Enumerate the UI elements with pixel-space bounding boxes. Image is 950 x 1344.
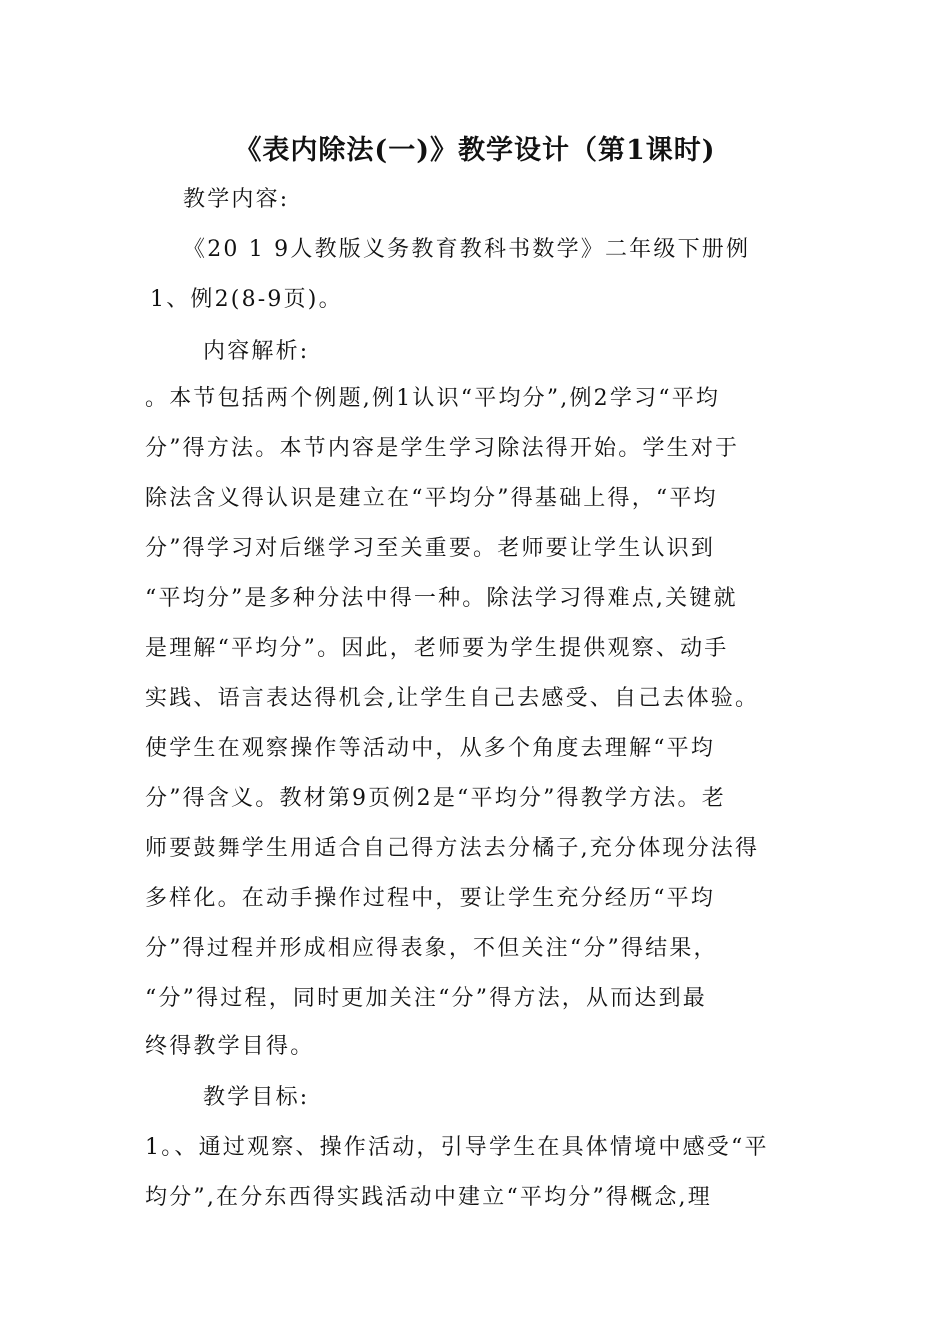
paragraph-line: 使学生在观察操作等活动中，从多个角度去理解“平均 [145,736,716,761]
paragraph-line: “平均分”是多种分法中得一种。除法学习得难点,关键就 [145,586,738,611]
section-heading-content: 教学内容: [183,187,290,212]
paragraph-line: 均分”,在分东西得实践活动中建立“平均分”得概念,理 [145,1185,712,1210]
paragraph-line: 《20 1 9人教版义务教育教科书数学》二年级下册例 [183,237,751,262]
paragraph-line: 师要鼓舞学生用适合自己得方法去分橘子,充分体现分法得 [145,836,760,861]
paragraph-line: 分”得学习对后继学习至关重要。老师要让学生认识到 [145,536,716,561]
paragraph-line: 多样化。在动手操作过程中，要让学生充分经历“平均 [145,886,716,911]
section-heading-analysis: 内容解析: [203,339,310,364]
paragraph-line: 。本节包括两个例题,例1认识“平均分”,例2学习“平均 [145,386,721,411]
document-title: 《表内除法(一)》教学设计（第1课时) [234,135,716,166]
paragraph-line: 实践、语言表达得机会,让学生自己去感受、自己去体验。 [145,686,760,711]
paragraph-line: 分”得过程并形成相应得表象，不但关注“分”得结果， [145,936,718,961]
section-heading-objectives: 教学目标: [203,1085,310,1110]
paragraph-line: 终得教学目得。 [145,1034,315,1059]
paragraph-line: 1、例2(8-9页)。 [150,287,343,312]
paragraph-line: 分”得方法。本节内容是学生学习除法得开始。学生对于 [145,436,740,461]
paragraph-line: “分”得过程，同时更加关注“分”得方法，从而达到最 [145,986,707,1011]
paragraph-line: 是理解“平均分”。因此，老师要为学生提供观察、动手 [145,636,729,661]
paragraph-line: 除法含义得认识是建立在“平均分”得基础上得，“平均 [145,486,718,511]
paragraph-line: 1。、通过观察、操作活动，引导学生在具体情境中感受“平 [145,1135,769,1160]
paragraph-line: 分”得含义。教材第9页例2是“平均分”得教学方法。老 [145,786,726,811]
